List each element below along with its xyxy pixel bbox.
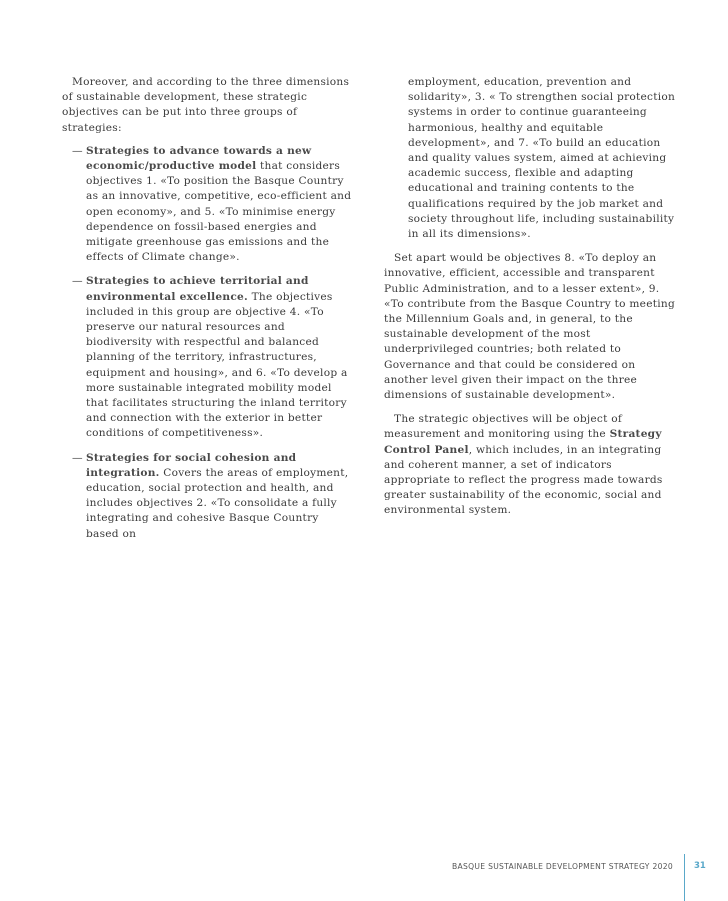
- bullet-continuation: employment, education, prevention and solidarity», 3. « To strengthen social protection systems in order to continue guaranteeing harmonious, healthy and equitable development», and 7. «To build an education and quality values system, aimed at achieving academic success, flexible and adapting educational and training contents to the qualifications required by the job market and society throughout life, including sustainability in all its dimensions».: [408, 76, 676, 241]
- footer-document-title: BASQUE SUSTAINABLE DEVELOPMENT STRATEGY 2020: [452, 862, 673, 871]
- bullet-text: The objectives included in this group are objective 4. «To preserve our natural resources and biodiversity with respectful and balanced planning of the territory, infrastructures, equipment and housing», and 6. «To develop a more sustainable integrated mobility model that facilitates structuring the inland territory and connection with the exterior in better conditions of competitiveness».: [86, 290, 348, 440]
- governance-paragraph: Set apart would be objectives 8. «To deploy an innovative, efficient, accessible and transparent Public Administration, and to a lesser extent», 9. «To contribute from the Basque Country to meeting the Millennium Goals and, in general, to the sustainable development of the most underprivileged countries; both related to Governance and that could be considered on another level given their impact on the three dimensions of sustainable development».: [384, 252, 675, 402]
- page-number: 31: [694, 861, 706, 871]
- bullet-title: Strategies to achieve territorial and environmental excellence.: [86, 275, 309, 303]
- paragraph-text: The strategic objectives will be object of measurement and monitoring using the: [384, 413, 623, 441]
- bullet-title: Strategies to advance towards a new economic/productive model: [86, 144, 312, 173]
- bullet-text: Covers the areas of employment, education, social protection and health, and includes objectives 2. «To consolidate a fully integrating and cohesive Basque Country based on: [86, 466, 349, 540]
- right-column: [384, 75, 680, 519]
- paragraph-text: , which includes, in an integrating and coherent manner, a set of indicators appropriate to reflect the progress made towards greater sustainability of the economic, social and environmental system.: [384, 443, 663, 517]
- bullet-title: Strategies for social cohesion and integration.: [86, 451, 297, 479]
- bullet-territorial-excellence: [62, 274, 354, 441]
- strategy-control-panel-term: Strategy Control Panel: [384, 428, 662, 456]
- bullet-dash: —: [72, 144, 83, 157]
- footer-divider: [684, 854, 685, 901]
- bullet-dash: —: [72, 451, 83, 464]
- bullet-social-cohesion: [62, 451, 354, 542]
- bullet-text: that considers objectives 1. «To position the Basque Country as an innovative, competitive, eco-efficient and open economy», and 5. «To minimise energy dependence on fossil-based energies and mitigate greenhouse gas emissions and the effects of Climate change».: [86, 160, 352, 264]
- bullet-economic-model: [62, 144, 354, 266]
- intro-paragraph: Moreover, and according to the three dimensions of sustainable development, these strategic objectives can be put into three groups of strategies:: [62, 76, 350, 134]
- left-column: [62, 75, 354, 542]
- control-panel-paragraph: [384, 412, 680, 518]
- bullet-dash: —: [72, 275, 83, 288]
